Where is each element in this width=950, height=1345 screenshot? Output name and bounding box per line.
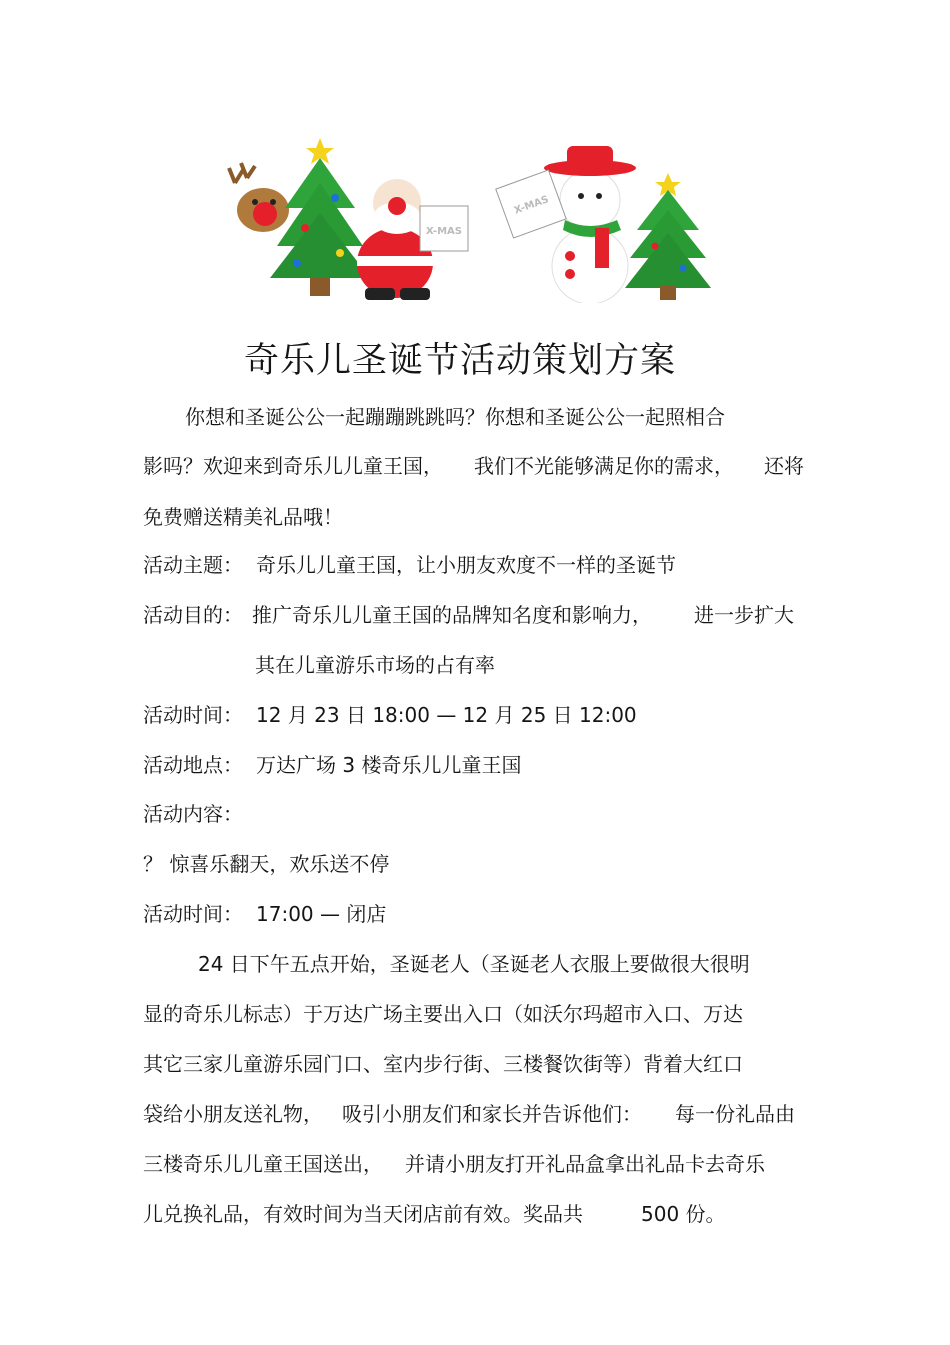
intro-line-1: 你想和圣诞公公一起蹦蹦跳跳吗？你想和圣诞公公一起照相合 [185, 405, 725, 429]
purpose-value-a: 推广奇乐儿儿童王国的品牌知名度和影响力， [252, 603, 652, 627]
section-para-line-4c: 每一份礼品由 [675, 1102, 795, 1126]
section-heading: ？ 惊喜乐翻天，欢乐送不停 [143, 852, 390, 876]
purpose-label: 活动目的： [143, 603, 243, 627]
section-para-line-6a: 儿兑换礼品，有效时间为当天闭店前有效。奖品共 [143, 1202, 583, 1226]
intro-line-2b: 我们不光能够满足你的需求， [474, 454, 734, 478]
purpose-value-c: 其在儿童游乐市场的占有率 [255, 653, 495, 677]
christmas-illustration [225, 128, 720, 303]
section-para-line-4b: 吸引小朋友们和家长并告诉他们： [342, 1102, 642, 1126]
place-label: 活动地点： [143, 753, 243, 777]
place-value: 万达广场 3 楼奇乐儿儿童王国 [256, 753, 522, 777]
time-label: 活动时间： [143, 703, 243, 727]
intro-line-2c: 还将 [764, 454, 804, 478]
theme-label: 活动主题： [143, 553, 243, 577]
section-para-line-1: 24 日下午五点开始，圣诞老人（圣诞老人衣服上要做很大很明 [198, 952, 750, 976]
section-para-line-2: 显的奇乐儿标志）于万达广场主要出入口（如沃尔玛超市入口、万达 [143, 1002, 743, 1026]
intro-line-2a: 影吗？欢迎来到奇乐儿儿童王国， [143, 454, 443, 478]
xmas-sign-right [496, 170, 566, 238]
section-para-line-3: 其它三家儿童游乐园门口、室内步行街、三楼餐饮街等）背着大红口 [143, 1052, 743, 1076]
time-value: 12 月 23 日 18:00 — 12 月 25 日 12:00 [256, 703, 637, 727]
reindeer-icon [229, 163, 289, 232]
section-para-line-5b: 并请小朋友打开礼品盒拿出礼品卡去奇乐 [405, 1152, 765, 1176]
theme-value: 奇乐儿儿童王国，让小朋友欢度不一样的圣诞节 [256, 553, 676, 577]
page-title: 奇乐儿圣诞节活动策划方案 [243, 341, 676, 381]
content-label: 活动内容： [143, 802, 243, 826]
section-para-line-6b: 500 份。 [641, 1202, 726, 1226]
christmas-tree-small-icon [625, 173, 711, 300]
xmas-sign-left [420, 206, 468, 251]
svg-text:X-MAS: X-MAS [512, 194, 551, 217]
intro-line-3: 免费赠送精美礼品哦！ [143, 505, 343, 529]
section-time-label: 活动时间： [143, 902, 243, 926]
section-time-value: 17:00 — 闭店 [256, 902, 387, 926]
svg-text:X-MAS: X-MAS [426, 226, 462, 237]
section-para-line-4a: 袋给小朋友送礼物， [143, 1102, 323, 1126]
snowman-icon [544, 146, 636, 303]
purpose-value-b: 进一步扩大 [694, 603, 794, 627]
section-para-line-5a: 三楼奇乐儿儿童王国送出， [143, 1152, 383, 1176]
